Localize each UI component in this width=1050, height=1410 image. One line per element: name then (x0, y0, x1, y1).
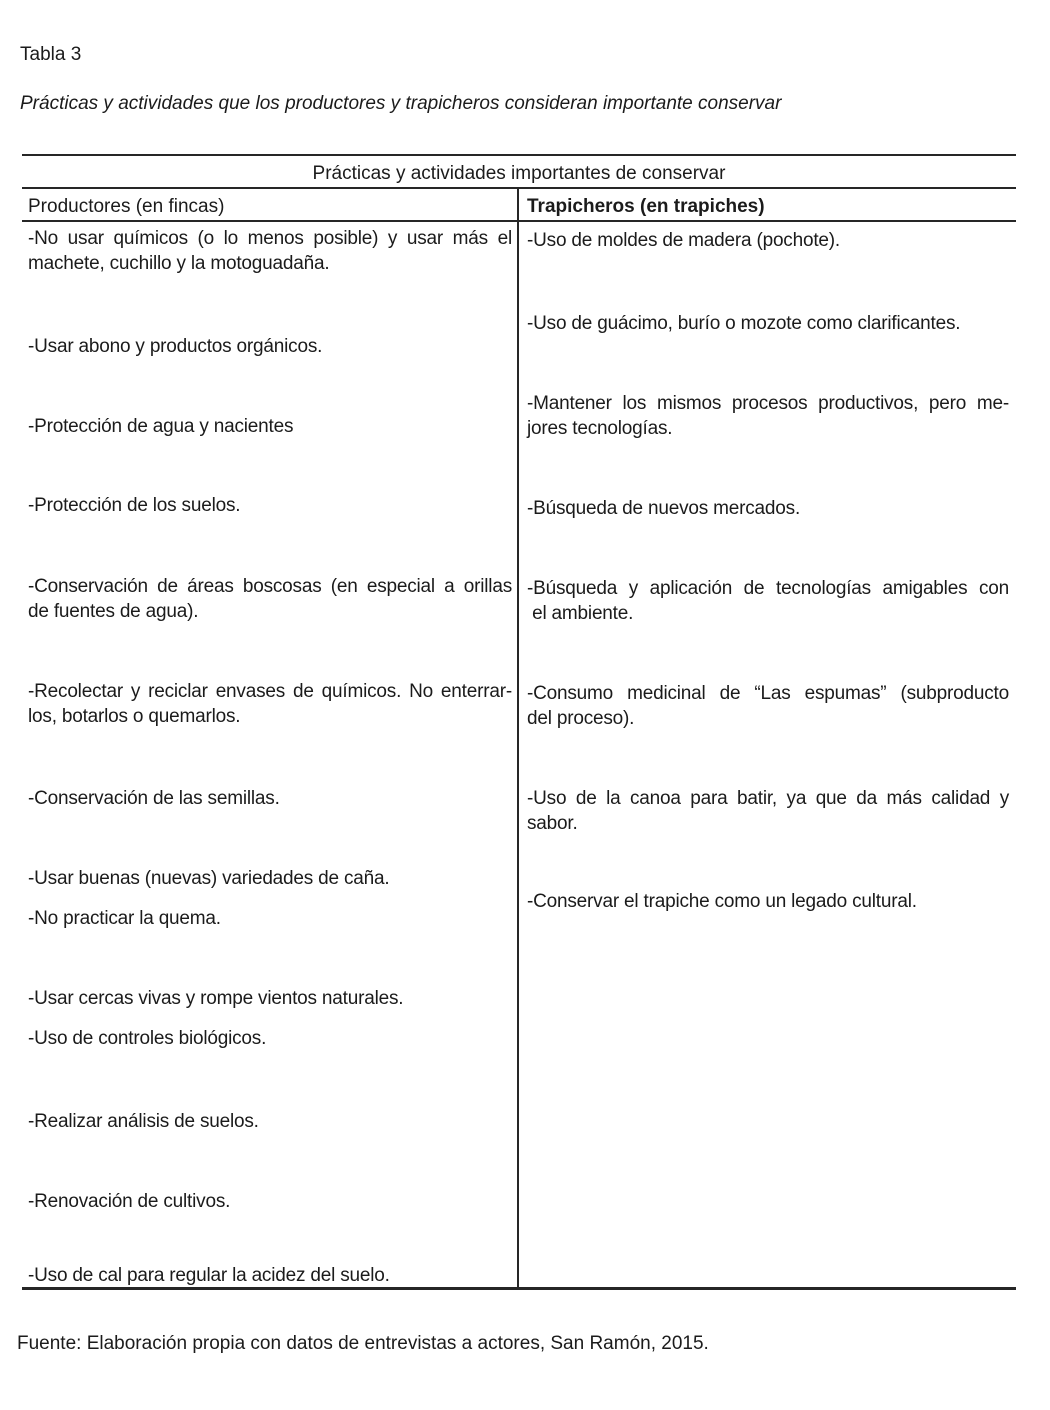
text-line: -Conservación de áreas boscosas (en especial a orillas (28, 576, 512, 597)
table-cell-item-right-6 (527, 681, 1009, 731)
table-cell-item-right-4 (527, 496, 1009, 521)
text-line: -Usar abono y productos orgánicos. (28, 336, 323, 357)
table-cell-item-right-5 (527, 576, 1009, 626)
table-top-rule (22, 154, 1016, 156)
source-note: Fuente: Elaboración propia con datos de entrevistas a actores, San Ramón, 2015. (17, 1333, 709, 1354)
table-cell-item-left-10 (28, 986, 512, 1011)
text-line: -No practicar la quema. (28, 908, 221, 929)
table-cell-item-right-7 (527, 786, 1009, 836)
text-line: los, botarlos o quemarlos. (28, 706, 241, 727)
text-line: sabor. (527, 813, 578, 834)
table-spanning-header: Prácticas y actividades importantes de conservar (312, 163, 726, 184)
text-line: -Protección de agua y nacientes (28, 416, 294, 437)
table-bottom-rule (22, 1287, 1016, 1290)
text-line: -Uso de cal para regular la acidez del suelo. (28, 1265, 390, 1286)
text-line: -Recolectar y reciclar envases de químicos. No enterrar- (28, 681, 512, 702)
table-cell-item-right-2 (527, 311, 1009, 336)
text-line: -Mantener los mismos procesos productivos, pero me- (527, 393, 1009, 414)
text-line: -Conservación de las semillas. (28, 788, 280, 809)
table-cell-item-left-12 (28, 1109, 512, 1134)
table-cell-item-right-3 (527, 391, 1009, 441)
text-line: jores tecnologías. (527, 418, 673, 439)
text-line: de fuentes de agua). (28, 601, 199, 622)
text-line: -Realizar análisis de suelos. (28, 1111, 259, 1132)
text-line: -Uso de la canoa para batir, ya que da más calidad y (527, 788, 1009, 809)
text-line: -Uso de moldes de madera (pochote). (527, 230, 840, 251)
table-cell-item-left-4 (28, 493, 512, 518)
text-line: -Protección de los suelos. (28, 495, 241, 516)
table-label: Tabla 3 (20, 44, 82, 65)
text-line: -Búsqueda y aplicación de tecnologías amigables con (527, 578, 1009, 599)
table-cell-item-left-5 (28, 574, 512, 624)
spanning-header-rule (22, 187, 1016, 189)
text-line: del proceso). (527, 708, 635, 729)
text-line: el ambiente. (527, 603, 634, 624)
text-line: -No usar químicos (o lo menos posible) y usar más el (28, 228, 512, 249)
table-cell-item-left-11 (28, 1026, 512, 1051)
text-line: -Búsqueda de nuevos mercados. (527, 498, 801, 519)
table-cell-item-left-9 (28, 906, 512, 931)
table-cell-item-left-2 (28, 334, 512, 359)
table-cell-item-right-8 (527, 889, 1009, 914)
text-line: -Uso de controles biológicos. (28, 1028, 267, 1049)
text-line: -Usar buenas (nuevas) variedades de caña. (28, 868, 390, 889)
table-cell-item-left-1 (28, 226, 512, 276)
text-line: machete, cuchillo y la motoguadaña. (28, 253, 330, 274)
table-caption: Prácticas y actividades que los productores y trapicheros consideran importante conservar (20, 93, 782, 114)
text-line: -Usar cercas vivas y rompe vientos naturales. (28, 988, 404, 1009)
table-cell-item-left-13 (28, 1189, 512, 1214)
text-line: -Consumo medicinal de “Las espumas” (subproducto (527, 683, 1009, 704)
table-cell-item-left-3 (28, 414, 512, 439)
column-divider (517, 189, 519, 1287)
text-line: -Conservar el trapiche como un legado cultural. (527, 891, 917, 912)
table-cell-item-left-7 (28, 786, 512, 811)
column-header-rule (22, 220, 1016, 222)
column-header-trapicheros: Trapicheros (en trapiches) (527, 196, 765, 217)
column-header-productores: Productores (en fincas) (28, 196, 225, 217)
table-cell-item-left-8 (28, 866, 512, 891)
text-line: -Uso de guácimo, burío o mozote como clarificantes. (527, 313, 961, 334)
text-line: -Renovación de cultivos. (28, 1191, 231, 1212)
table-cell-item-right-1 (527, 228, 1009, 253)
table-cell-item-left-14 (28, 1263, 512, 1288)
table-cell-item-left-6 (28, 679, 512, 729)
